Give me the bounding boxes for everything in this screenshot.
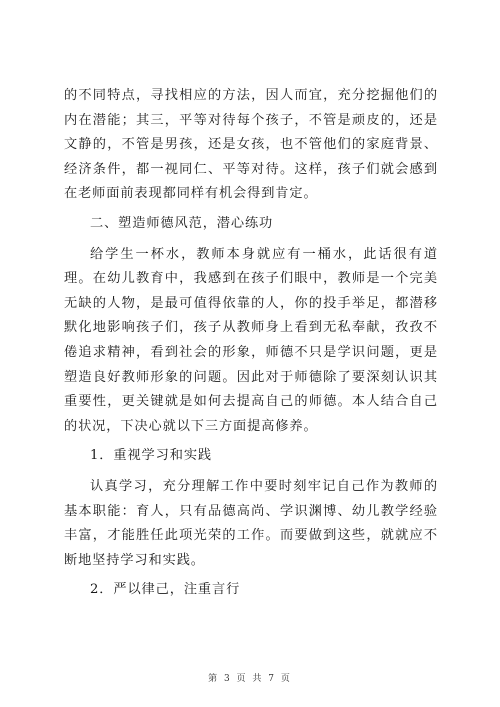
subheading-1: 1．重视学习和实践	[90, 448, 212, 464]
document-body	[64, 84, 438, 609]
paragraph-teacher-ethics: 给学生一杯水，教师本身就应有一桶水，此话很有道理。在幼儿教育中，我感到在孩子们眼中，教师是一个完美无缺的人物，是最可值得依靠的人，你的投手举足，都潜移默化地影响孩子们，孩子从教师身上看到无私奉献，孜孜不倦追求精神，看到社会的形象，师德不只是学识问题，更是塑造良好教师形象的问题。因此对于师德除了要深刻认识其重要性，更关键就是如何去提高自己的师德。本人结合自己的状况，下决心就以下三方面提高修养。	[64, 246, 438, 434]
section-heading-2: 二、塑造师德风范，潜心练功	[90, 215, 274, 231]
paragraph-study-practice: 认真学习，充分理解工作中要时刻牢记自己作为教师的基本职能：育人，只有品德高尚、学识渊博、幼儿教学经验丰富，才能胜任此项光荣的工作。而要做到这些，就就应不断地坚持学习和实践。	[64, 478, 438, 568]
paragraph-continuation: 的不同特点，寻找相应的方法，因人而宜，充分挖掘他们的内在潜能；其三，平等对待每个孩子，不管是顽皮的，还是文静的，不管是男孩，还是女孩，也不管他们的家庭背景、经济条件，都一视同仁、平等对待。这样，孩子们就会感到在老师面前表现都同样有机会得到肯定。	[64, 88, 438, 202]
subheading-2: 2．严以律己，注重言行	[90, 582, 241, 598]
page-footer: 第 3 页 共 7 页	[208, 674, 292, 684]
